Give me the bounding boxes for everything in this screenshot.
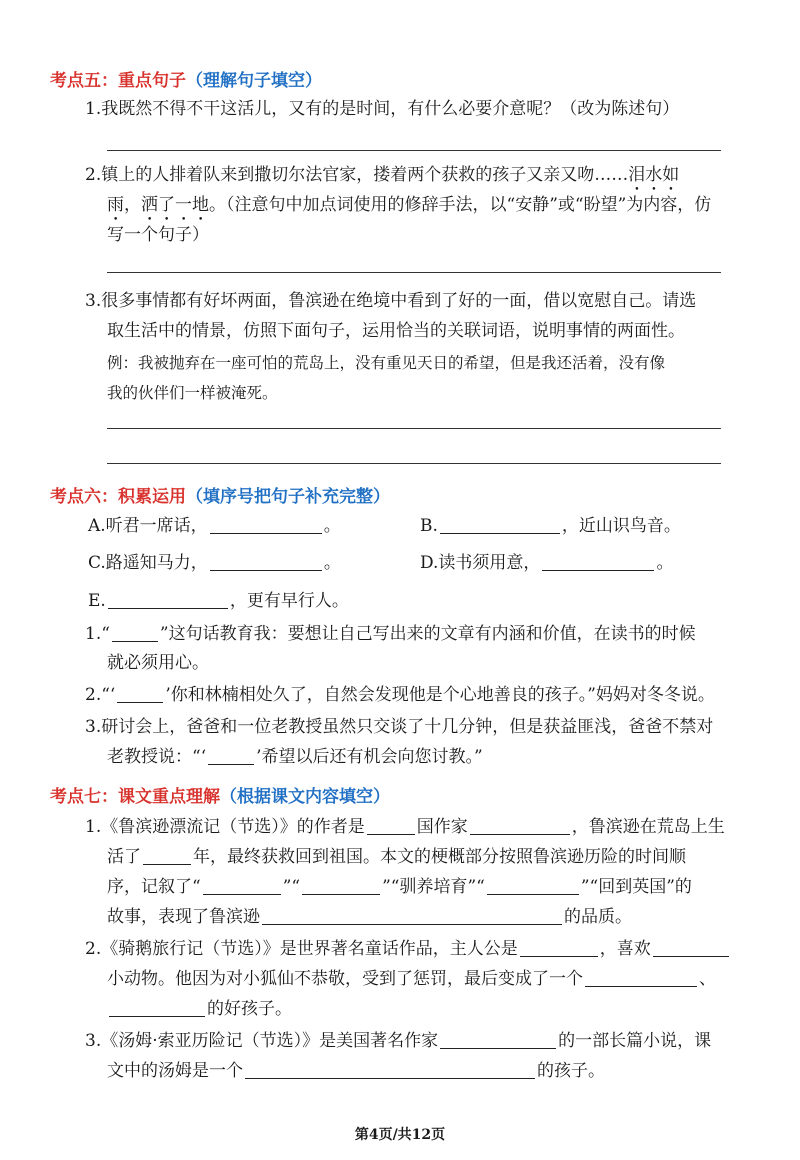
blank[interactable] <box>210 553 322 571</box>
blank[interactable] <box>208 747 254 765</box>
blank[interactable] <box>440 1031 556 1049</box>
text: ，近山识鸟音。 <box>561 516 681 536</box>
section-5-heading <box>50 66 322 91</box>
text: ’你和林楠相处久了，自然会发现他是个心地善良的孩子。”妈妈对冬冬说。 <box>165 685 715 705</box>
blank[interactable] <box>470 817 570 835</box>
text: ”“ <box>282 877 301 897</box>
text: 的品质。 <box>564 907 632 927</box>
text: 。 <box>323 553 341 573</box>
s6-option-d <box>420 552 673 574</box>
section-5-title: 考点五：重点句子 <box>50 71 186 91</box>
blank[interactable] <box>203 877 281 895</box>
dotted-text: 泪水如 <box>628 165 680 185</box>
text: 。（注意句中加点词使用的修辞手法，以“安静”或“盼望”为内容，仿 <box>209 195 712 215</box>
blank[interactable] <box>302 877 380 895</box>
text: A.听君一席话， <box>88 516 208 536</box>
s6-question-3-line-2 <box>107 746 483 768</box>
s5-question-3-line-2: 取生活中的情景，仿照下面句子，运用恰当的关联词语，说明事情的两面性。 <box>107 321 685 341</box>
blank[interactable] <box>117 685 163 703</box>
s7-question-2-line-3 <box>107 998 292 1020</box>
section-6-heading <box>50 482 390 507</box>
text: 的一部长篇小说，课 <box>558 1031 712 1051</box>
answer-line[interactable] <box>107 272 721 273</box>
blank[interactable] <box>109 999 205 1017</box>
blank[interactable] <box>112 624 158 642</box>
s6-question-3-line-1: 3.研讨会上，爸爸和一位老教授虽然只交谈了十几分钟，但是获益匪浅，爸爸不禁对 <box>85 717 714 737</box>
dotted-text: 雨，洒了一地 <box>107 195 209 215</box>
text: 的好孩子。 <box>207 999 292 1019</box>
text: ”“驯养培育”“ <box>382 877 485 897</box>
text: 小动物。他因为对小狐仙不恭敬，受到了惩罚，最后变成了一个 <box>107 969 583 989</box>
answer-line[interactable] <box>107 150 721 151</box>
s7-question-1-line-3 <box>107 876 692 898</box>
text: D.读书须用意， <box>420 553 541 573</box>
text: 年，最终获救回到祖国。本文的梗概部分按照鲁滨逊历险的时间顺 <box>193 847 686 867</box>
section-7-subtitle: （根据课文内容填空） <box>220 787 390 807</box>
answer-line[interactable] <box>107 428 721 429</box>
blank[interactable] <box>487 877 579 895</box>
s6-option-b <box>420 515 681 537</box>
s5-question-2-line-2 <box>107 194 711 225</box>
text: 。 <box>656 553 674 573</box>
text: 1.“ <box>85 624 110 644</box>
text: ，喜欢 <box>599 939 651 959</box>
s6-question-1 <box>85 623 696 645</box>
blank[interactable] <box>108 591 228 609</box>
text: 2.“‘ <box>85 685 116 705</box>
text: ”“回到英国”的 <box>580 877 692 897</box>
blank[interactable] <box>585 969 697 987</box>
s7-question-3-line-2 <box>107 1060 605 1082</box>
text: C.路遥知马力， <box>88 553 208 573</box>
text: ，鲁滨逊在荒岛上生 <box>571 817 725 837</box>
blank[interactable] <box>367 817 415 835</box>
s5-question-2-line-3: 写一个句子） <box>107 225 209 245</box>
text: E. <box>88 591 106 611</box>
blank[interactable] <box>245 1061 535 1079</box>
blank[interactable] <box>653 939 729 957</box>
s7-question-1-line-1 <box>85 816 725 838</box>
s6-question-2 <box>85 684 715 706</box>
text: ，更有早行人。 <box>229 591 349 611</box>
s5-example-line-2: 我的伙伴们一样被淹死。 <box>107 384 278 402</box>
s5-example-line-1: 例：我被抛弃在一座可怕的荒岛上，没有重见天日的希望，但是我还活着，没有像 <box>107 354 666 372</box>
text: 老教授说：“‘ <box>107 747 207 767</box>
section-7-heading <box>50 782 390 807</box>
s5-question-3-line-1: 3.很多事情都有好坏两面，鲁滨逊在绝境中看到了好的一面，借以宽慰自己。请选 <box>85 291 697 311</box>
text: 的孩子。 <box>537 1061 605 1081</box>
s7-question-3-line-1 <box>85 1030 711 1052</box>
text: ”这句话教育我：要想让自己写出来的文章有内涵和价值，在读书的时候 <box>159 624 696 644</box>
answer-line[interactable] <box>107 463 721 464</box>
text: 序，记叙了“ <box>107 877 201 897</box>
s7-question-1-line-4 <box>107 906 632 928</box>
s7-question-2-line-2 <box>107 968 716 990</box>
section-5-subtitle: （理解句子填空） <box>186 71 322 91</box>
blank[interactable] <box>542 553 654 571</box>
s5-question-1: 1.我既然不得不干这活儿，又有的是时间，有什么必要介意呢？（改为陈述句） <box>85 99 680 119</box>
s6-question-1-line-2: 就必须用心。 <box>107 653 209 673</box>
text: 1.《鲁滨逊漂流记（节选）》的作者是 <box>85 817 365 837</box>
s6-option-c <box>88 552 341 574</box>
section-6-subtitle: （填序号把句子补充完整） <box>186 487 390 507</box>
text: 2.镇上的人排着队来到撒切尔法官家，搂着两个获救的孩子又亲又吻…… <box>85 165 629 185</box>
blank[interactable] <box>262 907 562 925</box>
blank[interactable] <box>440 516 560 534</box>
s7-question-2-line-1 <box>85 938 731 960</box>
text: ’希望以后还有机会向您讨教。” <box>256 747 483 767</box>
blank[interactable] <box>143 847 191 865</box>
text: 故事，表现了鲁滨逊 <box>107 907 260 927</box>
text: 2.《骑鹅旅行记（节选）》是世界著名童话作品，主人公是 <box>85 939 518 959</box>
text: 3.《汤姆·索亚历险记（节选）》是美国著名作家 <box>85 1031 439 1051</box>
s6-option-a <box>88 515 341 537</box>
section-7-title: 考点七：课文重点理解 <box>50 787 220 807</box>
page-number: 第4页/共12页 <box>354 1127 446 1143</box>
blank[interactable] <box>520 939 598 957</box>
text: B. <box>420 516 438 536</box>
text: 、 <box>699 969 716 989</box>
s5-question-2-line-1 <box>85 164 679 195</box>
s6-option-e <box>88 590 349 612</box>
text: 文中的汤姆是一个 <box>107 1061 243 1081</box>
blank[interactable] <box>210 516 322 534</box>
text: 国作家 <box>416 817 468 837</box>
section-6-title: 考点六：积累运用 <box>50 487 186 507</box>
text: 活了 <box>107 847 141 867</box>
text: 。 <box>323 516 341 536</box>
s7-question-1-line-2 <box>107 846 686 868</box>
